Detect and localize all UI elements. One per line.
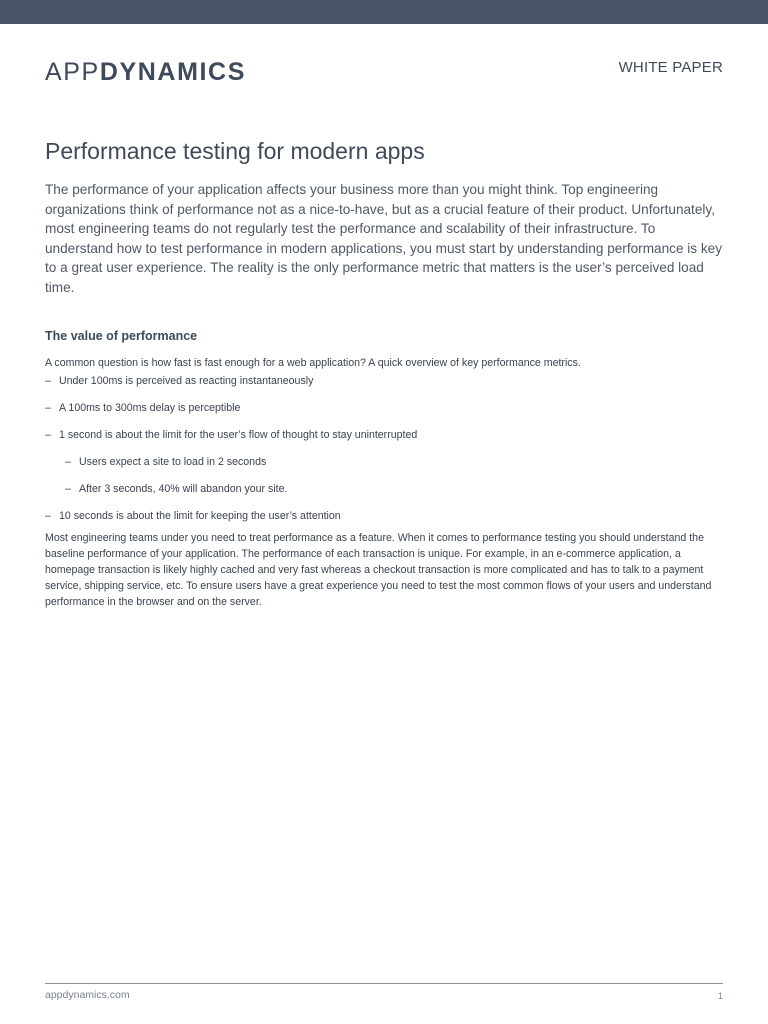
- top-bar: [0, 0, 768, 24]
- dash-marker: –: [65, 482, 71, 495]
- article-content: [45, 136, 725, 611]
- footer-divider: [45, 983, 723, 984]
- list-item: [45, 401, 725, 415]
- list-item-text: 10 seconds is about the limit for keeping the user’s attention: [59, 509, 341, 522]
- section-heading: The value of performance: [45, 328, 198, 343]
- body-paragraph: Most engineering teams under you need to treat performance as a feature. When it comes to performance testing you should understand the baseline performance of your application. The performance of each transaction is unique. For example, in an e-commerce application, a homepage transaction is likely highly cached and very fast whereas a checkout transaction is more complicated and has to talk to a payment service, shipping service, etc. To ensure users have a great experience you need to test the most common flows of your users and understand performance in the browser and on the server.: [45, 531, 712, 609]
- list-item-text: Users expect a site to load in 2 seconds: [79, 455, 267, 468]
- list-item-text: 1 second is about the limit for the user’s flow of thought to stay uninterrupted: [59, 428, 418, 441]
- dash-marker: –: [45, 401, 51, 414]
- list-item: [45, 374, 725, 388]
- dash-marker: –: [45, 374, 51, 387]
- list-item: [45, 509, 725, 523]
- dash-marker: –: [45, 509, 51, 522]
- list-item: [45, 428, 725, 442]
- page-number: 1: [717, 991, 723, 1001]
- dash-marker: –: [65, 455, 71, 468]
- page-title: Performance testing for modern apps: [45, 138, 425, 164]
- list-item-text: A 100ms to 300ms delay is perceptible: [59, 401, 241, 414]
- intro-paragraph: The performance of your application affects your business more than you might think. Top engineering organizations think of performance not as a nice-to-have, but as a crucial feature of their product. Unfortunately, most engineering teams do not regularly test the performance and scalability of their infrastructure. To understand how to test performance in modern applications, you must start by understanding performance is key to a great user experience. The reality is the only performance metric that matters is the user’s perceived load time.: [45, 182, 723, 295]
- footer-url: appdynamics.com: [45, 989, 130, 1001]
- dash-marker: –: [45, 428, 51, 441]
- list-item: [45, 482, 725, 496]
- appdynamics-logo: [45, 58, 246, 86]
- metrics-list: [45, 374, 725, 523]
- logo-text-dynamics: DYNAMICS: [99, 58, 246, 86]
- document-type-label: WHITE PAPER: [618, 59, 723, 76]
- logo-text-app: APP: [45, 58, 100, 86]
- list-item-text: After 3 seconds, 40% will abandon your site.: [79, 482, 288, 495]
- lead-paragraph: A common question is how fast is fast enough for a web application? A quick overview of key performance metrics.: [45, 356, 581, 369]
- list-item: [45, 455, 725, 469]
- list-item-text: Under 100ms is perceived as reacting instantaneously: [59, 374, 314, 387]
